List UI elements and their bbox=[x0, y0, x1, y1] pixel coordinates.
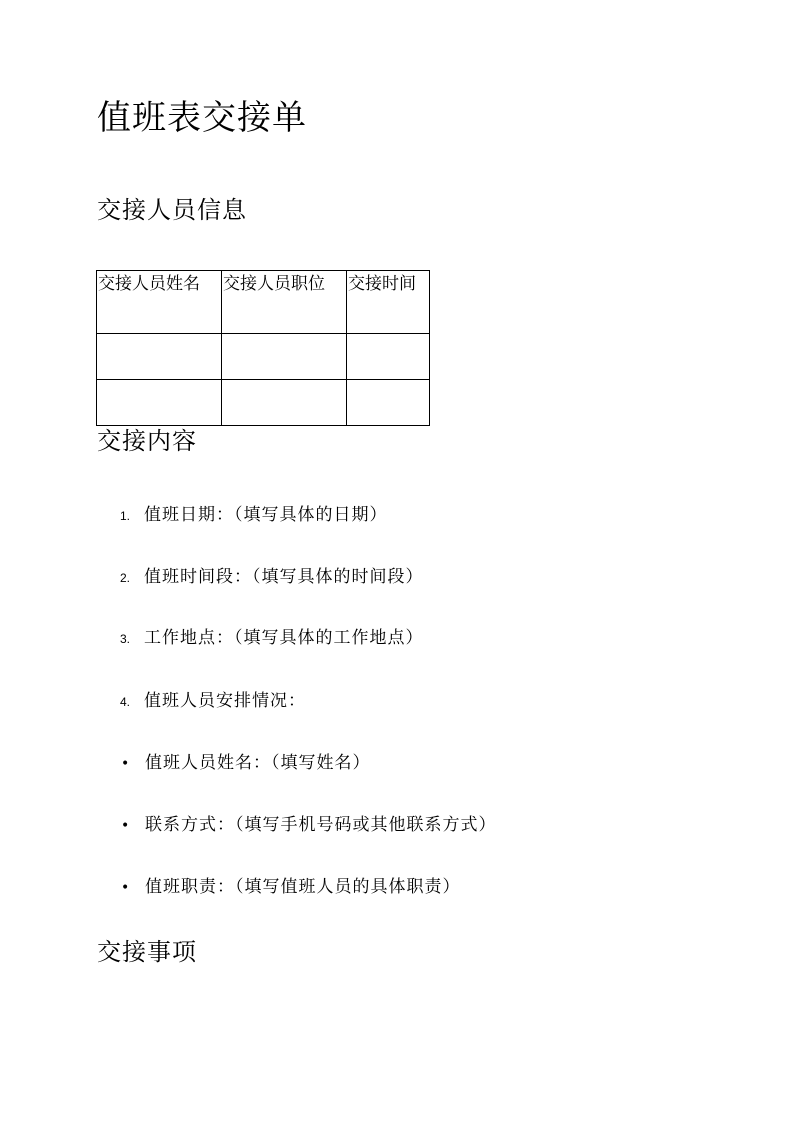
bullet-item bbox=[120, 813, 497, 838]
section-heading-content: 交接内容 bbox=[97, 427, 197, 455]
cell-value bbox=[347, 380, 429, 381]
table-cell[interactable] bbox=[347, 380, 430, 426]
list-item bbox=[120, 626, 424, 651]
bullet-item bbox=[120, 751, 371, 776]
list-item-text: 值班日期：（填写具体的日期） bbox=[144, 505, 388, 525]
table-cell[interactable] bbox=[222, 380, 347, 426]
table-header-cell bbox=[97, 271, 222, 334]
cell-value bbox=[347, 334, 429, 335]
table-cell[interactable] bbox=[97, 334, 222, 380]
table-cell[interactable] bbox=[347, 334, 430, 380]
list-item bbox=[120, 565, 424, 590]
bullet-item-text: 联系方式：（填写手机号码或其他联系方式） bbox=[145, 815, 497, 835]
header-name-label: 交接人员姓名 bbox=[98, 274, 200, 294]
cell-value bbox=[97, 334, 221, 335]
table-cell[interactable] bbox=[97, 380, 222, 426]
list-item-text: 工作地点：（填写具体的工作地点） bbox=[144, 628, 424, 648]
header-time-label: 交接时间 bbox=[348, 274, 416, 294]
table-row bbox=[97, 380, 430, 426]
bullet-icon: • bbox=[121, 818, 130, 834]
cell-value bbox=[222, 380, 346, 381]
cell-value bbox=[222, 334, 346, 335]
table-cell[interactable] bbox=[222, 334, 347, 380]
personnel-table bbox=[96, 270, 430, 426]
document-title: 值班表交接单 bbox=[97, 98, 307, 138]
list-number: 4. bbox=[120, 695, 131, 709]
list-item bbox=[120, 689, 306, 714]
section-heading-personnel: 交接人员信息 bbox=[97, 196, 247, 224]
list-item bbox=[120, 503, 388, 528]
list-number: 2. bbox=[120, 571, 131, 585]
list-item-text: 值班时间段：（填写具体的时间段） bbox=[144, 567, 424, 587]
cell-value bbox=[97, 380, 221, 381]
list-number: 1. bbox=[120, 509, 131, 523]
section-heading-matters: 交接事项 bbox=[97, 938, 197, 966]
table-header-row bbox=[97, 271, 430, 334]
bullet-item bbox=[120, 875, 461, 900]
list-number: 3. bbox=[120, 632, 131, 646]
bullet-item-text: 值班人员姓名：（填写姓名） bbox=[145, 753, 371, 773]
table-header-cell bbox=[222, 271, 347, 334]
bullet-item-text: 值班职责：（填写值班人员的具体职责） bbox=[145, 877, 461, 897]
list-item-text: 值班人员安排情况： bbox=[144, 691, 306, 711]
bullet-icon: • bbox=[121, 880, 130, 896]
bullet-icon: • bbox=[121, 756, 130, 772]
table-row bbox=[97, 334, 430, 380]
table-header-cell bbox=[347, 271, 430, 334]
header-position-label: 交接人员职位 bbox=[223, 274, 325, 294]
